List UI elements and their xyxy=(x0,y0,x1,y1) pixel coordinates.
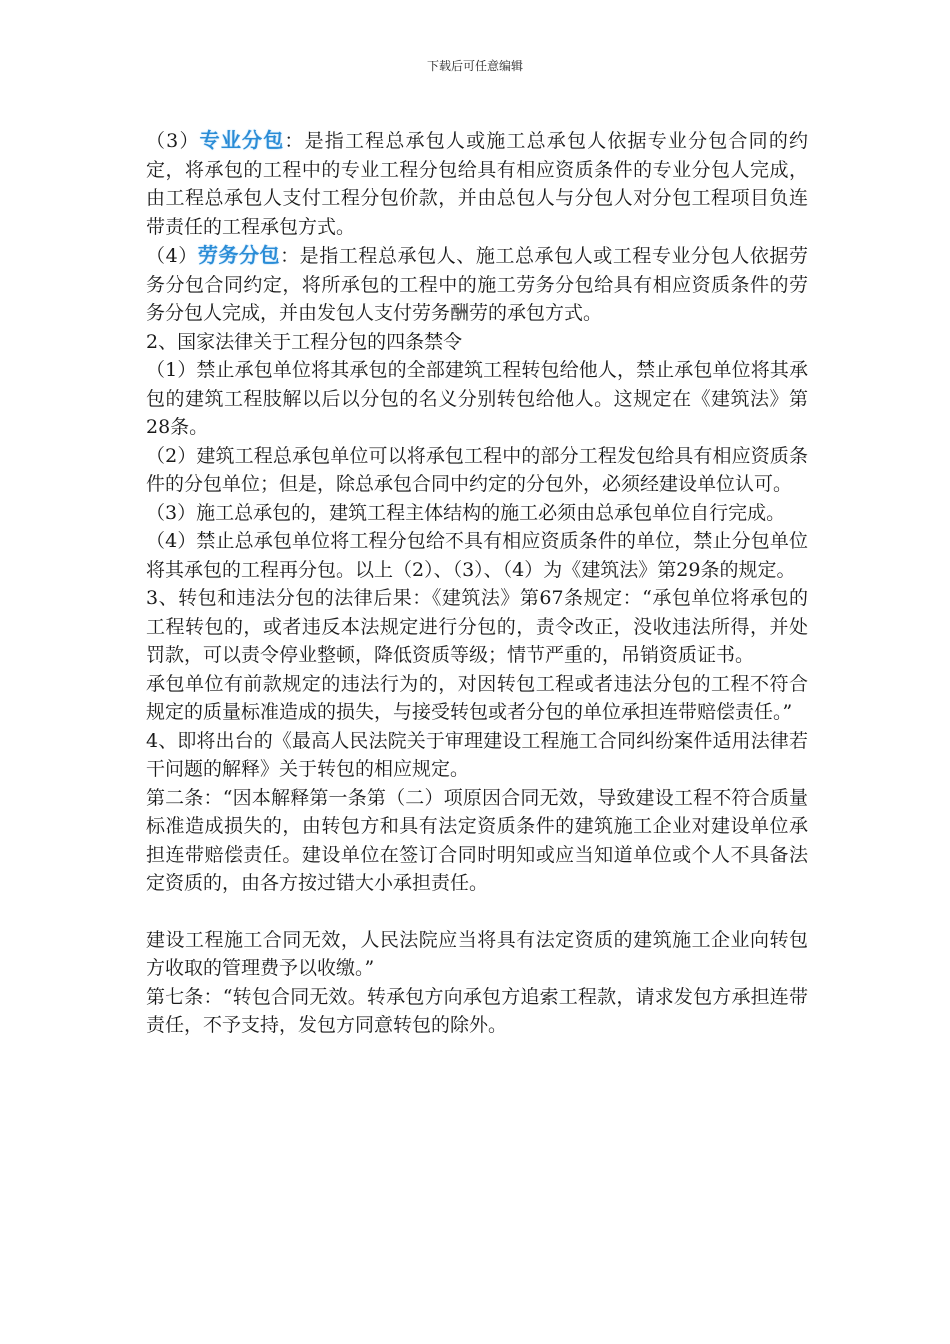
paragraph-prohibition-3: （3）施工总承包的，建筑工程主体结构的施工必须由总承包单位自行完成。 xyxy=(146,501,786,524)
paragraph-consequences-cont: 承包单位有前款规定的违法行为的，对因转包工程或者违法分包的工程不符合规定的质量标准造成的损失，与接受转包或者分包的单位承担连带赔偿责任。” xyxy=(146,672,808,723)
paragraph-article-7: 第七条：“转包合同无效。转承包方向承包方追索工程款，请求发包方承担连带责任，不予支持，发包方同意转包的除外。 xyxy=(146,985,808,1036)
definition-text: ：是指工程总承包人或施工总承包人依据专业分包合同的约定，将承包的工程中的专业工程分包给具有相应资质条件的专业分包人完成，由工程总承包人支付工程分包价款，并由总包人与分包人对分包工程项目负连带责任的工程承包方式。 xyxy=(146,130,809,238)
keyword-labor-subcontract: 劳务分包 xyxy=(197,243,281,267)
paragraph-subcontract-labor xyxy=(146,241,808,328)
document-body xyxy=(146,126,808,1040)
paragraph-article-2: 第二条：“因本解释第一条第（二）项原因合同无效，导致建设工程不符合质量标准造成损失的，由转包方和具有法定资质条件的建筑施工企业对建设单位承担连带赔偿责任。建设单位在签订合同时明知或应当知道单位或个人不具备法定资质的，由各方按过错大小承担责任。 xyxy=(146,786,808,894)
item-number: （3） xyxy=(146,130,200,152)
definition-text: ：是指工程总承包人、施工总承包人或工程专业分包人依据劳务分包合同约定，将所承包的工程中的施工劳务分包给具有相应资质条件的劳务分包人完成，并由发包人支付劳务酬劳的承包方式。 xyxy=(146,245,808,324)
section-heading-consequences: 3、转包和违法分包的法律后果：《建筑法》第67条规定：“承包单位将承包的工程转包的，或者违反本法规定进行分包的，责令改正，没收违法所得，并处罚款，可以责令停业整顿，降低资质等级；情节严重的，吊销资质证书。 xyxy=(146,587,808,666)
item-number: （4） xyxy=(146,245,198,267)
section-heading-interpretation: 4、即将出台的《最高人民法院关于审理建设工程施工合同纠纷案件适用法律若干问题的解释》关于转包的相应规定。 xyxy=(146,729,808,780)
keyword-specialty-subcontract: 专业分包 xyxy=(199,128,285,152)
paragraph-article-2-cont: 建设工程施工合同无效，人民法院应当将具有法定资质的建筑施工企业向转包方收取的管理费予以收缴。” xyxy=(146,928,808,979)
paragraph-prohibition-2: （2）建筑工程总承包单位可以将承包工程中的部分工程发包给具有相应资质条件的分包单位；但是，除总承包合同中约定的分包外，必须经建设单位认可。 xyxy=(146,444,808,495)
paragraph-subcontract-specialty xyxy=(146,126,808,241)
section-heading-prohibitions: 2、国家法律关于工程分包的四条禁令 xyxy=(146,330,463,353)
page-header: 下载后可任意编辑 xyxy=(426,59,523,73)
paragraph-prohibition-4: （4）禁止总承包单位将工程分包给不具有相应资质条件的单位，禁止分包单位将其承包的工程再分包。以上（2）、（3）、（4）为《建筑法》第29条的规定。 xyxy=(146,530,808,581)
paragraph-prohibition-1: （1）禁止承包单位将其承包的全部建筑工程转包给他人，禁止承包单位将其承包的建筑工程肢解以后以分包的名义分别转包给他人。这规定在《建筑法》第28条。 xyxy=(146,359,808,438)
